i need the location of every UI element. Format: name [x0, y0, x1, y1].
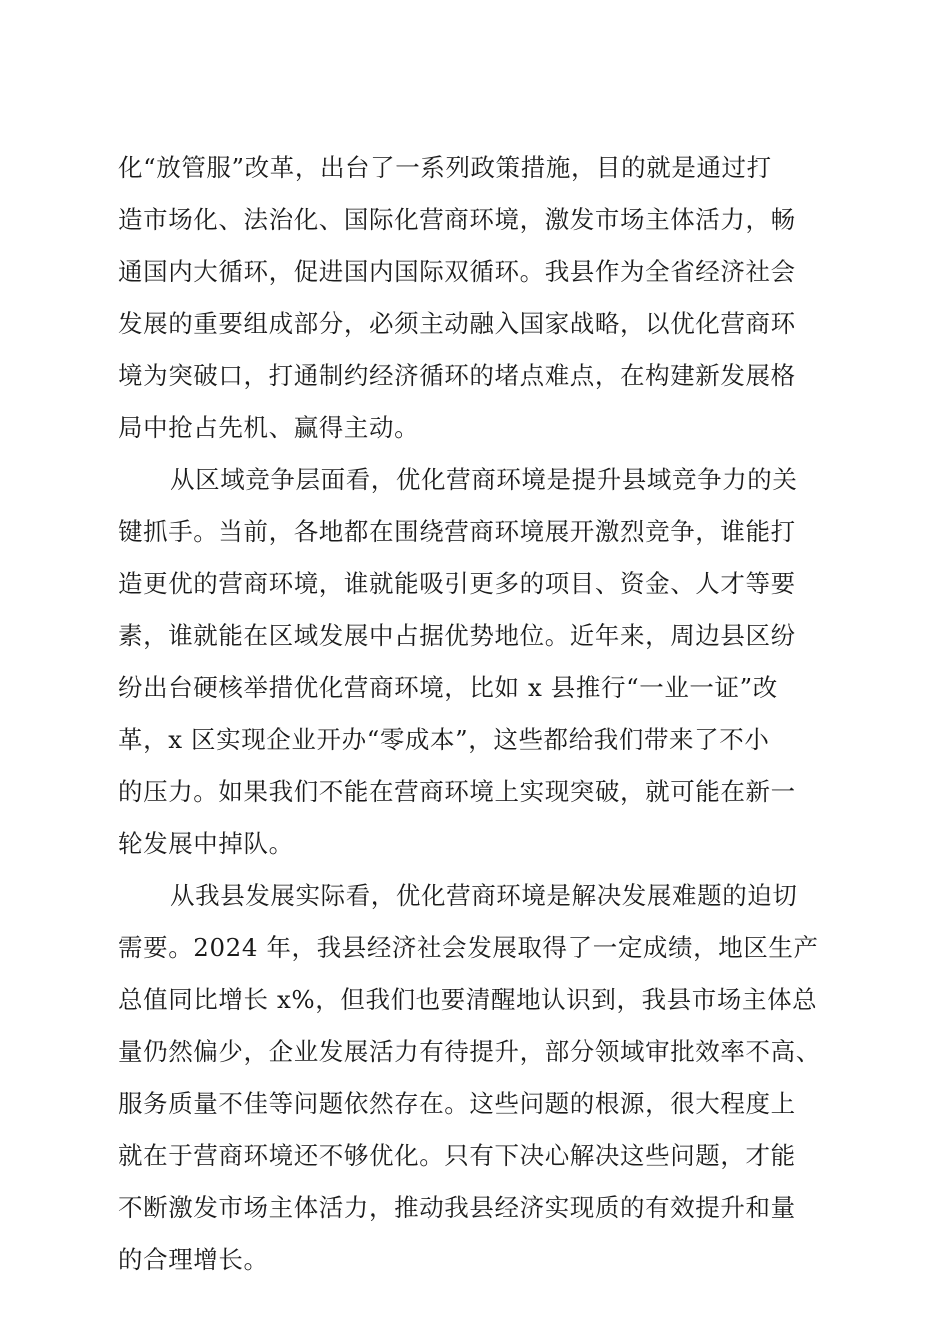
text-line: 发展的重要组成部分，必须主动融入国家战略，以优化营商环 [118, 309, 796, 338]
text-line: 纷出台硬核举措优化营商环境，比如 x 县推行“一业一证”改 [118, 673, 778, 702]
text-line: 量仍然偏少，企业发展活力有待提升，部分领域审批效率不高、 [118, 1037, 821, 1066]
text-line: 革，x 区实现企业开办“零成本”，这些都给我们带来了不小 [118, 725, 770, 754]
text-line: 键抓手。当前，各地都在围绕营商环境展开激烈竞争，谁能打 [118, 517, 796, 546]
text-line: 的合理增长。 [118, 1245, 269, 1274]
text-line: 通国内大循环，促进国内国际双循环。我县作为全省经济社会 [118, 257, 796, 286]
paragraph-first-line: 从区域竞争层面看，优化营商环境是提升县域竞争力的关 [170, 465, 798, 494]
text-line: 轮发展中掉队。 [118, 829, 294, 858]
text-line: 化“放管服”改革，出台了一系列政策措施，目的就是通过打 [118, 153, 772, 182]
paragraph-first-line: 从我县发展实际看，优化营商环境是解决发展难题的迫切 [170, 881, 798, 910]
text-line: 造市场化、法治化、国际化营商环境，激发市场主体活力，畅 [118, 205, 796, 234]
text-line: 的压力。如果我们不能在营商环境上实现突破，就可能在新一 [118, 777, 796, 806]
text-line: 造更优的营商环境，谁就能吸引更多的项目、资金、人才等要 [118, 569, 796, 598]
text-line: 就在于营商环境还不够优化。只有下决心解决这些问题，才能 [118, 1141, 796, 1170]
text-line: 素，谁就能在区域发展中占据优势地位。近年来，周边县区纷 [118, 621, 796, 650]
text-line: 服务质量不佳等问题依然存在。这些问题的根源，很大程度上 [118, 1089, 796, 1118]
text-line: 不断激发市场主体活力，推动我县经济实现质的有效提升和量 [118, 1193, 796, 1222]
text-line: 需要。2024 年，我县经济社会发展取得了一定成绩，地区生产 [118, 933, 819, 962]
text-line: 总值同比增长 x%，但我们也要清醒地认识到，我县市场主体总 [118, 985, 818, 1014]
document-body [118, 142, 830, 1286]
text-line: 局中抢占先机、赢得主动。 [118, 413, 420, 442]
text-line: 境为突破口，打通制约经济循环的堵点难点，在构建新发展格 [118, 361, 796, 390]
